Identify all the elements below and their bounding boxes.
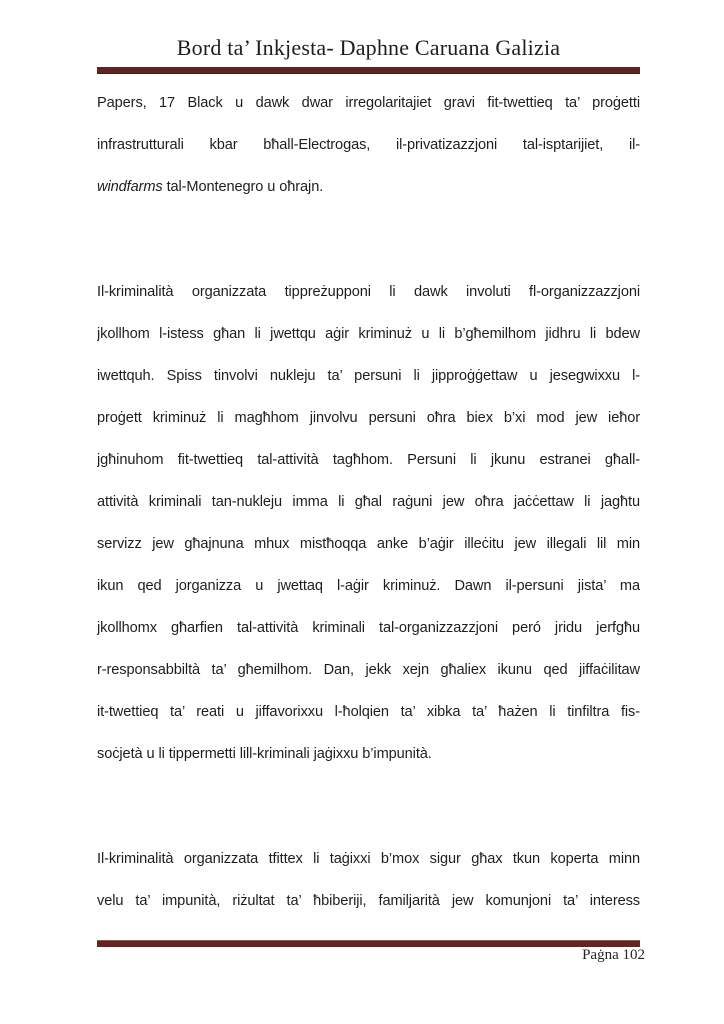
paragraph-1: [97, 82, 640, 208]
header-rule: [97, 67, 640, 74]
text-line: Il-kriminalità organizzata tippreżupponi li dawk involuti fl-organizzazzjoni: [97, 284, 640, 300]
text-line: proġett kriminuż li magħhom jinvolvu persuni oħra biex b’xi mod jew ieħor: [97, 410, 640, 426]
paragraph-3: [97, 838, 640, 922]
text-line: servizz jew għajnuna mhux mistħoqqa anke b’aġir illeċitu jew illegali lil min: [97, 536, 640, 552]
italic-word: windfarms: [97, 179, 163, 195]
text-line: infrastrutturali kbar bħall-Electrogas, il-privatizazzjoni tal-isptarijiet, il-: [97, 137, 640, 153]
page-number: Paġna 102: [582, 947, 645, 963]
text-line: attività kriminali tan-nukleju imma li għal raġuni jew oħra jaċċettaw li jagħtu: [97, 494, 640, 510]
text-line: soċjetà u li tippermetti lill-kriminali jaġixxu b’impunità.: [97, 746, 432, 762]
text-line-rest: tal-Montenegro u oħrajn.: [162, 179, 324, 195]
text-line: r-responsabbiltà ta’ għemilhom. Dan, jekk xejn għaliex ikunu qed jiffaċilitaw: [97, 662, 640, 678]
text-line: it-twettieq ta’ reati u jiffavorixxu l-ħolqien ta’ xibka ta’ ħażen li tinfiltra fis-: [97, 704, 640, 720]
text-line: ikun qed jorganizza u jwettaq l-aġir kriminuż. Dawn il-persuni jista’ ma: [97, 578, 640, 594]
text-line: jkollhom l-istess għan li jwettqu aġir kriminuż u li b’għemilhom jidhru li bdew: [97, 326, 640, 342]
text-line: [97, 166, 640, 208]
text-line: Il-kriminalità organizzata tfittex li taġixxi b’mox sigur għax tkun koperta minn: [97, 851, 640, 867]
paragraph-2: [97, 271, 640, 775]
document-body: [97, 82, 640, 922]
header-title: Bord ta’ Inkjesta- Daphne Caruana Galizia: [176, 35, 561, 60]
footer-rule: [97, 940, 640, 947]
text-line: jgħinuhom fit-twettieq tal-attività tagħhom. Persuni li jkunu estranei għall-: [97, 452, 640, 468]
text-line: Papers, 17 Black u dawk dwar irregolaritajiet gravi fit-twettieq ta’ proġetti: [97, 95, 640, 111]
text-line: velu ta’ impunità, riżultat ta’ ħbiberiji, familjarità jew komunjoni ta’ interess: [97, 893, 640, 909]
text-line: iwettquh. Spiss tinvolvi nukleju ta’ persuni li jipproġġettaw u jesegwixxu l-: [97, 368, 640, 384]
text-line: jkollhomx għarfien tal-attività kriminali tal-organizzazzjoni peró jridu jerfgħu: [97, 620, 640, 636]
